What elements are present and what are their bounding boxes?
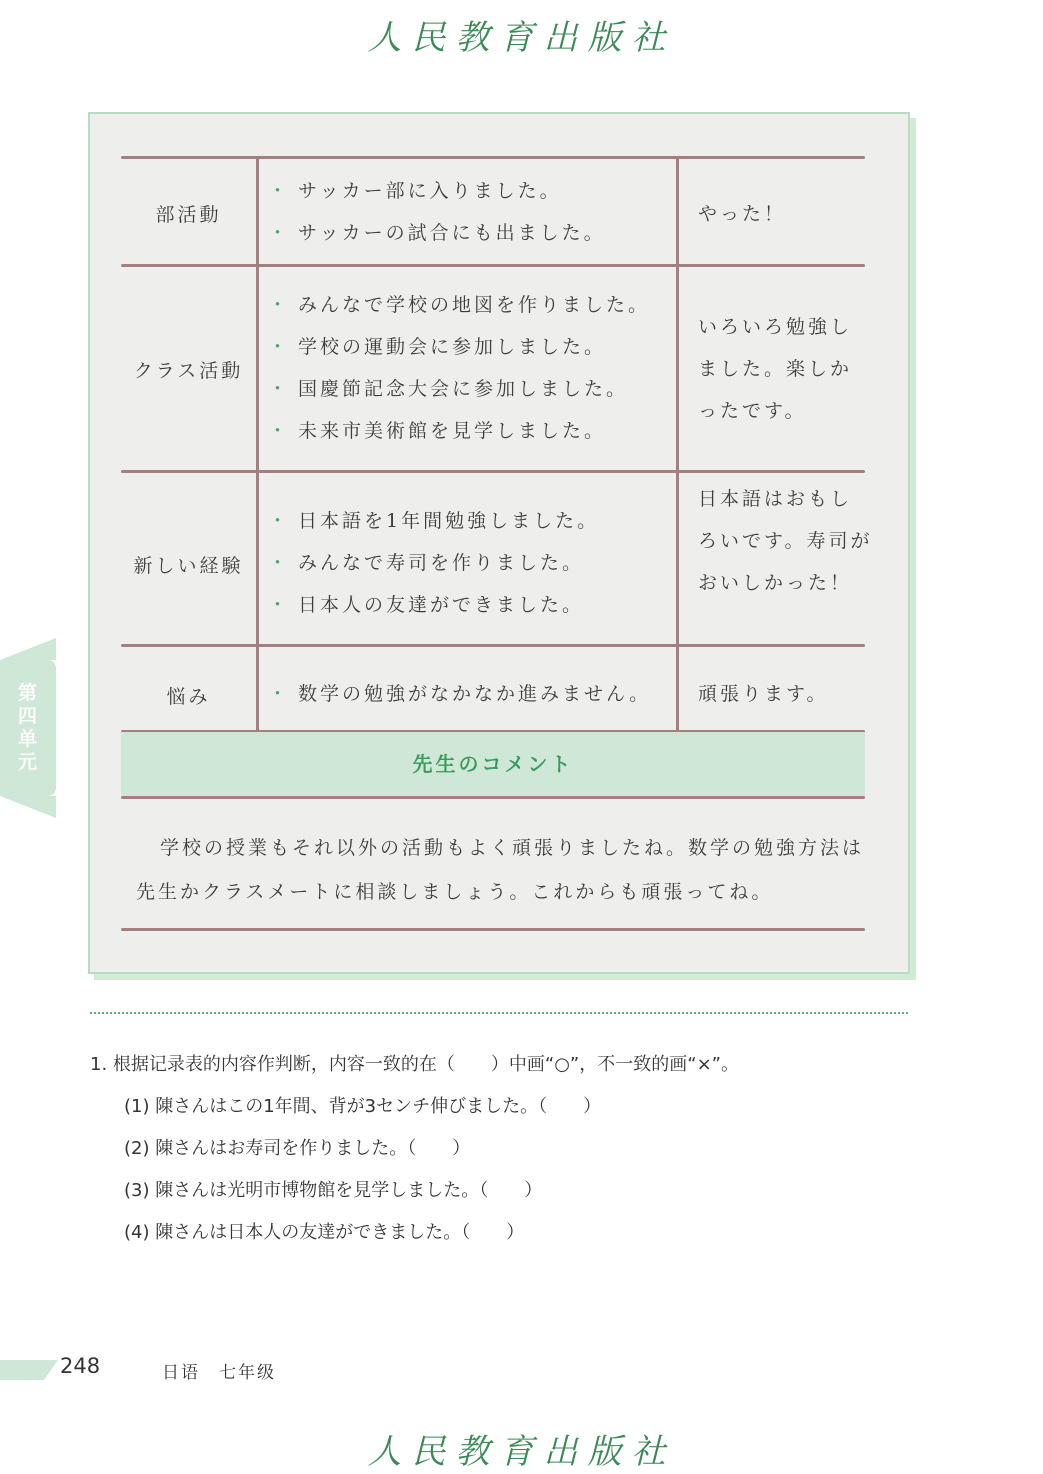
row-note: 頑張ります。 [698, 683, 829, 705]
table-line [121, 928, 865, 931]
question-item: (3) 陳さんは光明市博物館を見学しました。（ ） [124, 1180, 543, 1201]
row-label: 悩み [166, 686, 211, 708]
list-item: ・ 学校の運動会に参加しました。 [268, 336, 607, 358]
list-item: ・ みんなで寿司を作りました。 [268, 552, 585, 574]
book-title: 日语 七年级 [162, 1363, 276, 1383]
row-label: 部活動 [155, 204, 222, 226]
list-item: ・ サッカーの試合にも出ました。 [268, 222, 606, 244]
table-line [121, 470, 865, 473]
row-note: 日本語はおもしろいです。寿司がおいしかった！ [698, 488, 873, 594]
table-line [121, 156, 865, 159]
section-divider [90, 1012, 908, 1014]
list-item: ・ 未来市美術館を見学しました。 [268, 420, 607, 442]
list-item: ・ みんなで学校の地図を作りました。 [268, 294, 651, 316]
row-label: クラス活動 [133, 360, 244, 382]
row-items [268, 284, 680, 452]
row-label: 新しい経験 [133, 555, 244, 577]
table-line [121, 644, 865, 647]
record-table-card [88, 112, 910, 974]
comment-title: 先生のコメント [121, 732, 865, 796]
question-item: (1) 陳さんはこの1年間、背が3センチ伸びました。（ ） [124, 1096, 602, 1117]
publisher-logo-top: 人民教育出版社 [367, 18, 676, 58]
row-items [268, 170, 680, 254]
question-item: (4) 陳さんは日本人の友達ができました。（ ） [124, 1222, 525, 1243]
row-items [268, 500, 680, 626]
comment-text: 学校の授業もそれ以外の活動もよく頑張りましたね。数学の勉強方法は先生かクラスメートに相談しましょう。これからも頑張ってね。 [136, 837, 865, 903]
question-instruction: 1. 根据记录表的内容作判断，内容一致的在（ ）中画“○”，不一致的画“×”。 [90, 1054, 739, 1075]
table-line [121, 796, 865, 799]
row-note: やった！ [698, 203, 787, 225]
list-item: ・ 日本人の友達ができました。 [268, 594, 585, 616]
table-line [121, 264, 865, 267]
unit-side-tab-label: 第四单元 [18, 682, 38, 773]
question-item: (2) 陳さんはお寿司を作りました。（ ） [124, 1138, 471, 1159]
list-item: ・ 数学の勉強がなかなか進みません。 [268, 683, 652, 705]
row-note: いろいろ勉強しました。楽しかったです。 [698, 316, 853, 422]
list-item: ・ 日本語を1年間勉強しました。 [268, 510, 600, 532]
list-item: ・ サッカー部に入りました。 [268, 180, 562, 202]
table-line [256, 156, 259, 732]
footer-bar [0, 1360, 44, 1380]
row-items [268, 673, 680, 715]
unit-side-tab [0, 660, 56, 796]
page-number: 248 [60, 1354, 101, 1378]
publisher-logo-bottom: 人民教育出版社 [367, 1432, 676, 1472]
list-item: ・ 国慶節記念大会に参加しました。 [268, 378, 629, 400]
